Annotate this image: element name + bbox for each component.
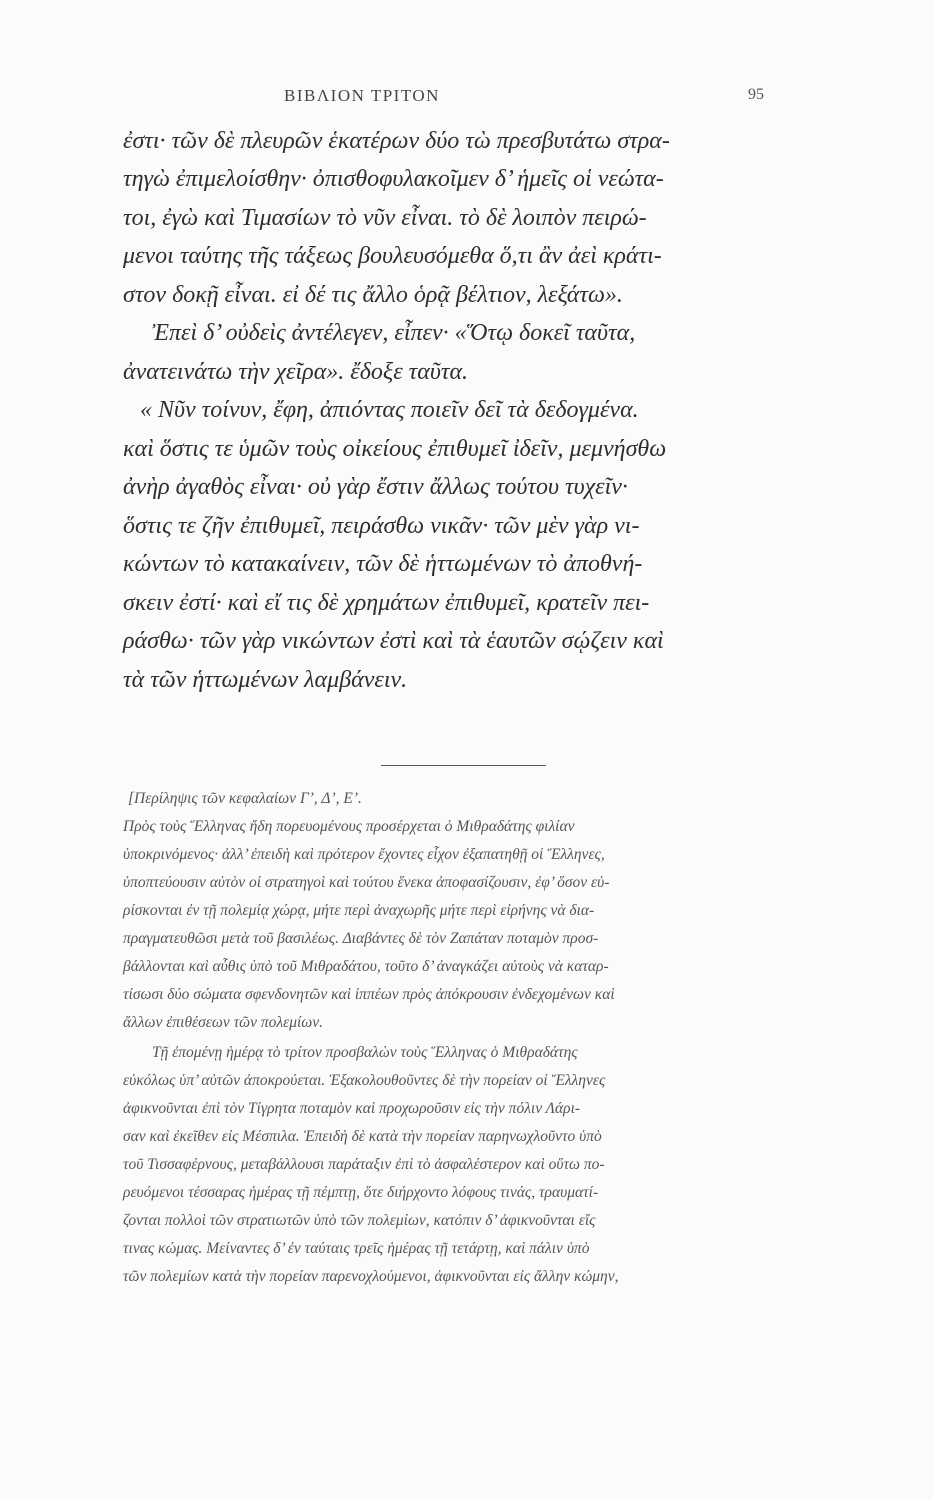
note-line: ρευόμενοι τέσσαρας ἡμέρας τῇ πέμπτῃ, ὅτε διήρχοντο λόφους τινάς, τραυματί-	[123, 1184, 599, 1201]
main-text-line: κώντων τὸ κατακαίνειν, τῶν δὲ ἡττωμένων τὸ ἀποθνή-	[123, 551, 643, 577]
note-line: Πρὸς τοὺς Ἕλληνας ἤδη πορευομένους προσέρχεται ὁ Μιθραδάτης φιλίαν	[123, 818, 575, 835]
note-line: ὑποπτεύουσιν αὐτὸν οἱ στρατηγοὶ καὶ τούτου ἕνεκα ἀποφασίζουσιν, ἐφ’ ὅσον εὑ-	[123, 874, 610, 891]
note-line: τοῦ Τισσαφέρνους, μεταβάλλουσι παράταξιν ἐπὶ τὸ ἀσφαλέστερον καὶ οὕτω πο-	[123, 1156, 605, 1173]
note-line: Τῇ ἐπομένῃ ἡμέρᾳ τὸ τρίτον προσβαλὼν τοὺς Ἕλληνας ὁ Μιθραδάτης	[152, 1044, 578, 1061]
main-text-line: σκειν ἐστί· καὶ εἴ τις δὲ χρημάτων ἐπιθυμεῖ, κρατεῖν πει-	[123, 590, 650, 616]
main-text-line: ράσθω· τῶν γὰρ νικώντων ἐστὶ καὶ τὰ ἑαυτῶν σῴζειν καὶ	[123, 628, 664, 654]
main-text-line: στον δοκῇ εἶναι. εἰ δέ τις ἄλλο ὁρᾷ βέλτιον, λεξάτω».	[123, 282, 623, 308]
main-text-line: καὶ ὅστις τε ὑμῶν τοὺς οἰκείους ἐπιθυμεῖ ἰδεῖν, μεμνήσθω	[123, 436, 667, 462]
main-text-line: μενοι ταύτης τῆς τάξεως βουλευσόμεθα ὅ,τι ἂν ἀεὶ κράτι-	[123, 243, 662, 269]
main-text-line: τηγὼ ἐπιμελοίσθην· ὀπισθοφυλακοῖμεν δ’ ἡμεῖς οἱ νεώτα-	[123, 166, 664, 192]
note-line: ρίσκονται ἐν τῇ πολεμίᾳ χώρᾳ, μήτε περὶ ἀναχωρῆς μήτε περὶ εἰρήνης νὰ δια-	[123, 902, 595, 919]
main-text-line: τοι, ἐγὼ καὶ Τιμασίων τὸ νῦν εἶναι. τὸ δὲ λοιπὸν πειρώ-	[123, 205, 647, 231]
note-line: τινας κώμας. Μείναντες δ’ ἐν ταύταις τρεῖς ἡμέρας τῇ τετάρτῃ, καὶ πάλιν ὑπὸ	[123, 1240, 590, 1257]
main-text-line: ὅστις τε ζῆν ἐπιθυμεῖ, πειράσθω νικᾶν· τῶν μὲν γὰρ νι-	[123, 513, 640, 539]
section-divider	[381, 765, 546, 766]
note-line: πραγματευθῶσι μετὰ τοῦ βασιλέως. Διαβάντες δὲ τὸν Ζαπάταν ποταμὸν προσ-	[123, 930, 599, 947]
main-text-line: Ἐπεὶ δ’ οὐδεὶς ἀντέλεγεν, εἶπεν· «Ὅτῳ δοκεῖ ταῦτα,	[152, 320, 636, 346]
main-text-line: τὰ τῶν ἡττωμένων λαμβάνειν.	[123, 667, 408, 693]
note-line: εὐκόλως ὑπ’ αὐτῶν ἀποκρούεται. Ἐξακολουθοῦντες δὲ τὴν πορείαν οἱ Ἕλληνες	[123, 1072, 606, 1089]
note-line: τῶν πολεμίων κατὰ τὴν πορείαν παρενοχλούμενοι, ἀφικνοῦνται εἰς ἄλλην κώμην,	[123, 1268, 619, 1285]
running-title: ΒΙΒΛΙΟΝ ΤΡΙΤΟΝ	[284, 86, 440, 105]
main-text-line: « Νῦν τοίνυν, ἔφη, ἀπιόντας ποιεῖν δεῖ τὰ δεδογμένα.	[140, 397, 639, 423]
note-line: σαν καὶ ἐκεῖθεν εἰς Μέσπιλα. Ἐπειδὴ δὲ κατὰ τὴν πορείαν παρηνωχλοῦντο ὑπὸ	[123, 1128, 602, 1145]
note-line: ζονται πολλοὶ τῶν στρατιωτῶν ὑπὸ τῶν πολεμίων, κατόπιν δ’ ἀφικνοῦνται εἴς	[123, 1212, 596, 1229]
note-line: ἄλλων ἐπιθέσεων τῶν πολεμίων.	[123, 1014, 323, 1031]
page-number: 95	[748, 86, 764, 103]
note-line: βάλλονται καὶ αὖθις ὑπὸ τοῦ Μιθραδάτου, τοῦτο δ’ ἀναγκάζει αὐτοὺς νὰ καταρ-	[123, 958, 609, 975]
note-line: ἀφικνοῦνται ἐπὶ τὸν Τίγρητα ποταμὸν καὶ προχωροῦσιν εἰς τὴν πόλιν Λάρι-	[123, 1100, 581, 1117]
note-line: [Περίληψις τῶν κεφαλαίων Γ’, Δ’, Ε’.	[128, 790, 362, 807]
main-text-line: ἐστι· τῶν δὲ πλευρῶν ἑκατέρων δύο τὼ πρεσβυτάτω στρα-	[123, 128, 670, 154]
note-line: ὑποκρινόμενος· ἀλλ’ ἐπειδὴ καὶ πρότερον ἔχοντες εἶχον ἐξαπατηθῇ οἱ Ἕλληνες,	[123, 846, 605, 863]
main-text-line: ἀνὴρ ἀγαθὸς εἶναι· οὐ γὰρ ἔστιν ἄλλως τούτου τυχεῖν·	[123, 474, 628, 500]
running-head	[0, 86, 933, 110]
main-text-line: ἀνατεινάτω τὴν χεῖρα». ἔδοξε ταῦτα.	[123, 359, 469, 385]
note-line: τίσωσι δύο σώματα σφενδονητῶν καὶ ἱππέων πρὸς ἀπόκρουσιν ἐνδεχομένων καὶ	[123, 986, 615, 1003]
